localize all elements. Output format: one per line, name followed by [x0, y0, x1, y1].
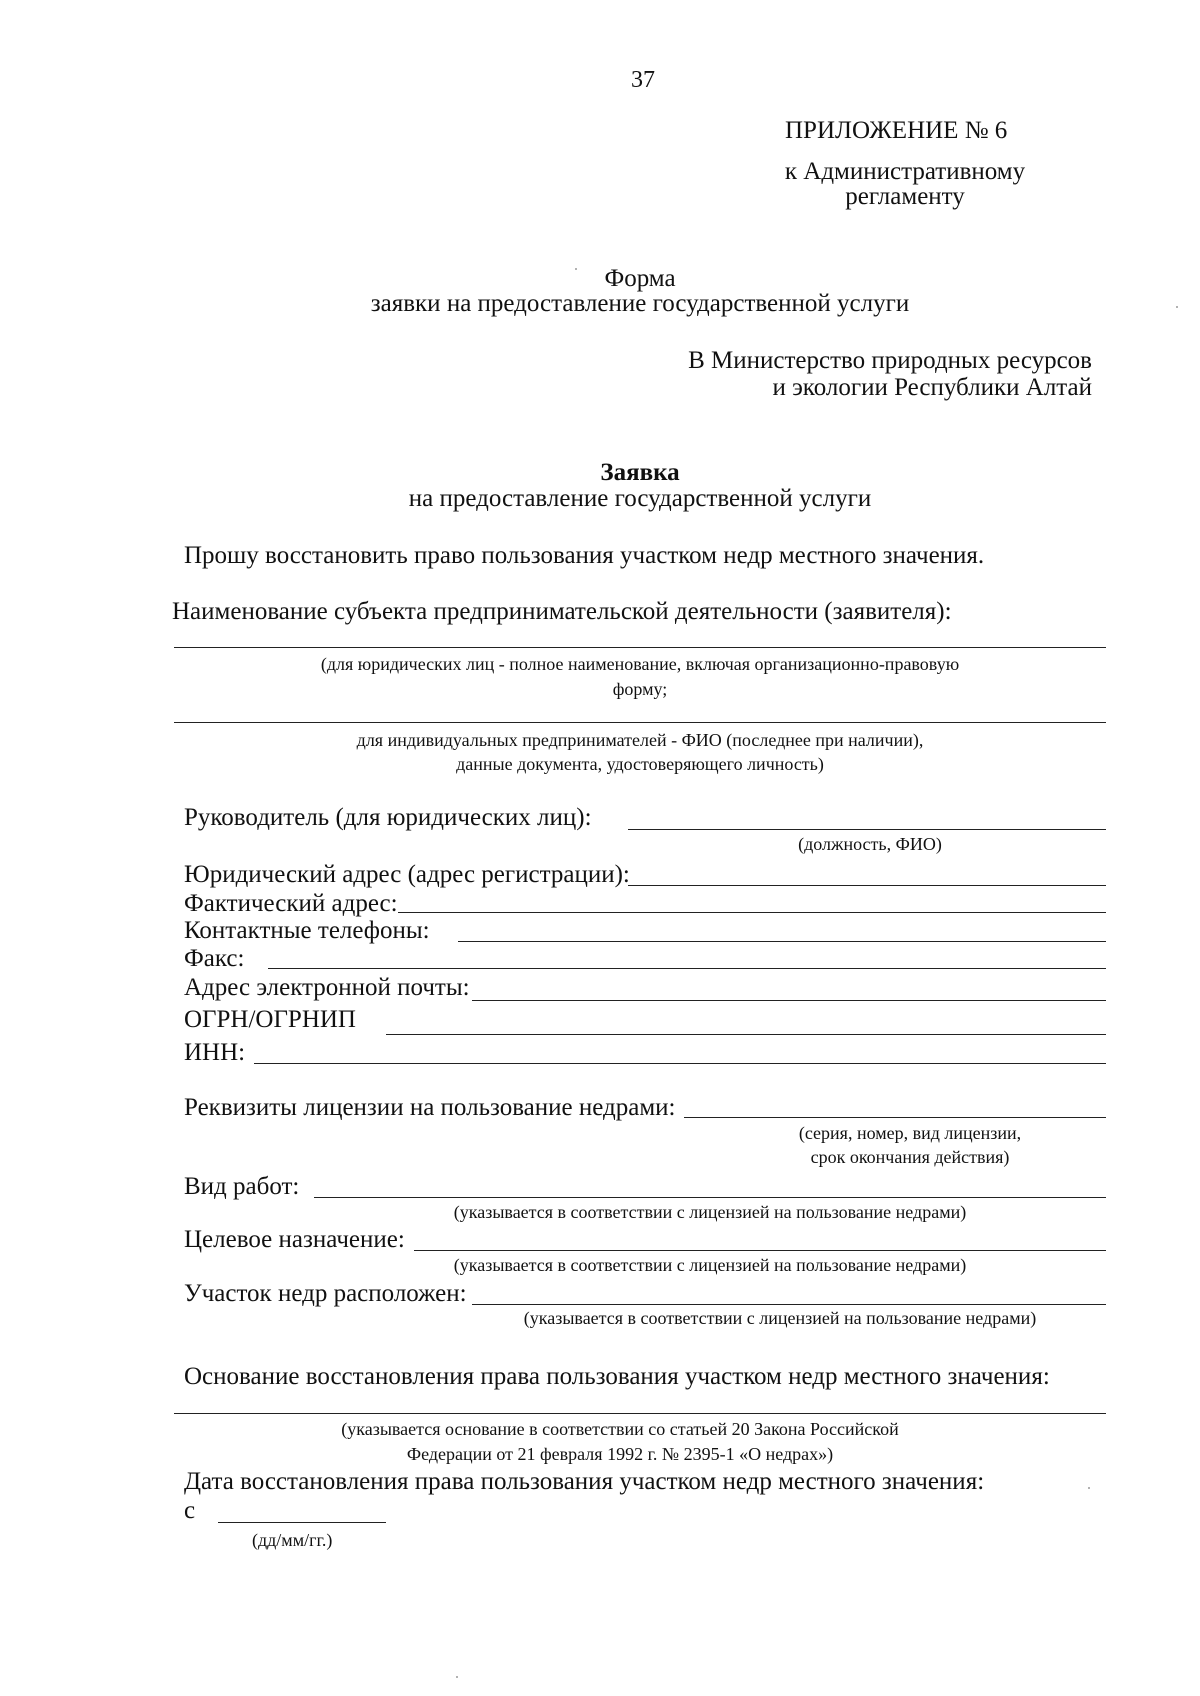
restore-date-hint: (дд/мм/гг.)	[252, 1530, 333, 1550]
license-hint-1: (серия, номер, вид лицензии,	[798, 1123, 1022, 1143]
inn-label: ИНН:	[184, 1039, 246, 1066]
scan-speck	[1176, 306, 1178, 308]
fax-line[interactable]	[268, 968, 1106, 969]
restore-date-line[interactable]	[218, 1522, 386, 1523]
applicant-legal-name-line[interactable]	[174, 647, 1106, 648]
scan-speck	[1088, 1487, 1090, 1489]
appendix-title: ПРИЛОЖЕНИЕ № 6	[785, 117, 1008, 144]
location-hint: (указывается в соответствии с лицензией на пользование недрами)	[523, 1308, 1037, 1328]
location-label: Участок недр расположен:	[184, 1280, 467, 1307]
restore-date-prefix: с	[184, 1497, 196, 1524]
license-line[interactable]	[684, 1117, 1106, 1118]
scan-speck	[456, 1676, 458, 1678]
addressee-line-1: В Министерство природных ресурсов	[688, 347, 1092, 374]
email-label: Адрес электронной почты:	[184, 974, 470, 1001]
appendix-line-1: к Административному	[784, 158, 1026, 185]
basis-hint-1: (указывается основание в соответствии со статьей 20 Закона Российской	[341, 1419, 899, 1439]
form-heading-line-1: Форма	[604, 265, 676, 292]
purpose-hint: (указывается в соответствии с лицензией на пользование недрами)	[453, 1255, 967, 1275]
work-type-label: Вид работ:	[184, 1173, 300, 1200]
applicant-legal-hint-2: форму;	[612, 679, 668, 699]
restore-date-label: Дата восстановления права пользования участком недр местного значения:	[184, 1468, 985, 1495]
purpose-label: Целевое назначение:	[184, 1226, 405, 1253]
license-label: Реквизиты лицензии на пользование недрами:	[184, 1094, 676, 1121]
scan-speck	[575, 268, 577, 270]
applicant-individual-hint-2: данные документа, удостоверяющего личность)	[456, 754, 824, 774]
application-subtitle: на предоставление государственной услуги	[408, 485, 872, 512]
location-line[interactable]	[472, 1304, 1106, 1305]
request-text: Прошу восстановить право пользования участком недр местного значения.	[184, 542, 985, 569]
legal-address-line[interactable]	[628, 885, 1106, 886]
page-number: 37	[631, 67, 655, 93]
work-type-hint: (указывается в соответствии с лицензией на пользование недрами)	[453, 1202, 967, 1222]
applicant-legal-hint-1: (для юридических лиц - полное наименование, включая организационно-правовую	[320, 654, 960, 674]
addressee-line-2: и экологии Республики Алтай	[772, 374, 1092, 401]
basis-hint-2: Федерации от 21 февраля 1992 г. № 2395-1 «О недрах»)	[406, 1444, 834, 1464]
phones-label: Контактные телефоны:	[184, 917, 430, 944]
application-title: Заявка	[600, 459, 680, 486]
actual-address-label: Фактический адрес:	[184, 890, 398, 917]
email-line[interactable]	[472, 1000, 1106, 1001]
ogrn-label: ОГРН/ОГРНИП	[184, 1006, 356, 1033]
head-hint: (должность, ФИО)	[798, 834, 942, 854]
applicant-label: Наименование субъекта предпринимательской деятельности (заявителя):	[172, 598, 952, 625]
appendix-line-2: регламенту	[845, 183, 965, 210]
inn-line[interactable]	[254, 1063, 1106, 1064]
license-hint-2: срок окончания действия)	[810, 1147, 1010, 1167]
legal-address-label: Юридический адрес (адрес регистрации):	[184, 861, 630, 888]
applicant-individual-name-line[interactable]	[174, 722, 1106, 723]
fax-label: Факс:	[184, 945, 245, 972]
basis-line[interactable]	[174, 1413, 1106, 1414]
applicant-individual-hint-1: для индивидуальных предпринимателей - ФИО (последнее при наличии),	[356, 730, 924, 750]
purpose-line[interactable]	[414, 1250, 1106, 1251]
head-line[interactable]	[628, 829, 1106, 830]
head-label: Руководитель (для юридических лиц):	[184, 804, 592, 831]
form-heading-line-2: заявки на предоставление государственной услуги	[370, 290, 910, 317]
actual-address-line[interactable]	[398, 912, 1106, 913]
work-type-line[interactable]	[314, 1197, 1106, 1198]
basis-label: Основание восстановления права пользования участком недр местного значения:	[184, 1363, 1050, 1390]
phones-line[interactable]	[458, 941, 1106, 942]
ogrn-line[interactable]	[386, 1034, 1106, 1035]
